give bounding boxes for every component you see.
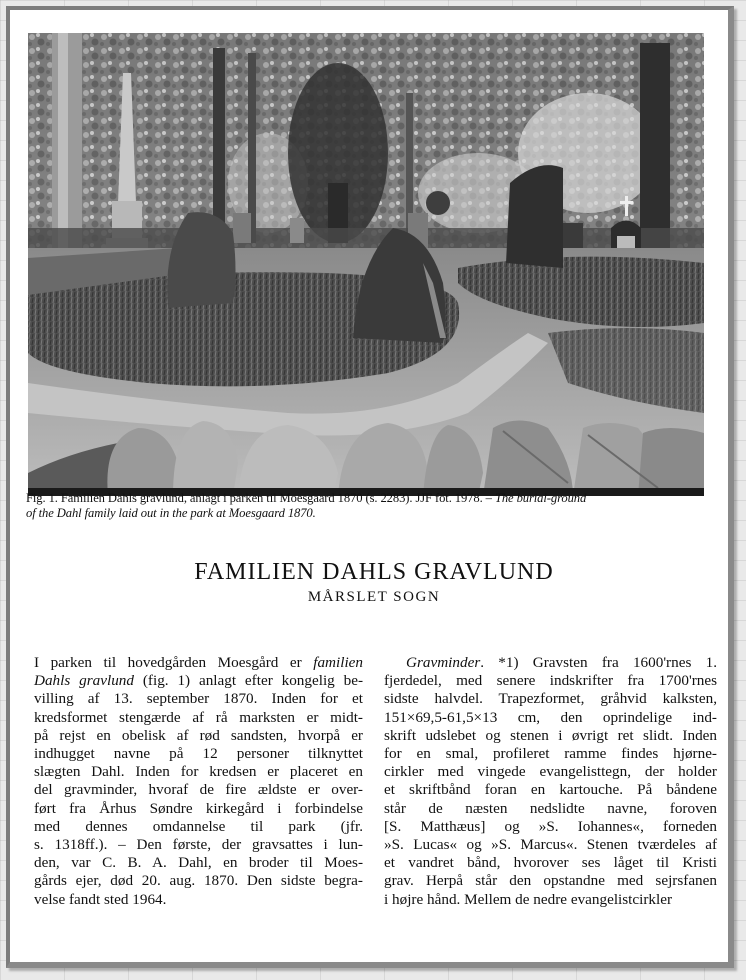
italic-term: Gravminder bbox=[406, 654, 481, 671]
text-line bbox=[384, 745, 717, 763]
text-line bbox=[34, 672, 363, 690]
article-subtitle: MÅRSLET SOGN bbox=[307, 589, 441, 605]
text-line bbox=[34, 745, 363, 763]
text-line bbox=[384, 872, 717, 890]
text-run: slægten Dahl. Inden for kredsen er placeret en bbox=[34, 763, 363, 781]
text-line bbox=[34, 727, 363, 745]
text-line bbox=[34, 836, 363, 854]
text-run: cirkler med vingede evangelisttegn, der holder bbox=[384, 763, 717, 781]
text-line bbox=[34, 854, 363, 872]
text-line bbox=[384, 854, 717, 872]
text-line bbox=[34, 891, 363, 909]
text-run: står de næsten nedslidte navne, foroven bbox=[384, 799, 717, 817]
text-line bbox=[384, 836, 717, 854]
text-run: sidste halvdel. Trapezformet, gråhvid kalksten, bbox=[384, 690, 717, 708]
text-run: . *1) Gravsten fra 1600'rnes 1. bbox=[480, 654, 717, 671]
text-run: del gravminder, hvoraf de fire ældste er over- bbox=[34, 781, 363, 799]
text-line bbox=[384, 727, 717, 745]
caption-english-start: The burial-ground bbox=[494, 491, 587, 505]
text-run: et vandret bånd, hvorover ses låget til Kristi bbox=[384, 854, 717, 872]
text-run: velse fandt sted 1964. bbox=[34, 890, 167, 908]
text-run: I parken til hovedgården Moesgård er bbox=[34, 654, 314, 671]
italic-term: familien bbox=[313, 654, 363, 671]
italic-term: Dahls gravlund bbox=[34, 672, 134, 690]
figure-caption bbox=[26, 491, 716, 521]
figure-label: Fig. 1. bbox=[26, 491, 58, 505]
text-line bbox=[34, 654, 363, 672]
text-line bbox=[384, 781, 717, 799]
text-run: et skriftbånd foran en kartouche. På båndene bbox=[384, 781, 717, 799]
text-run: fjerdedel, med senere indskrifter fra 1700'rnes bbox=[384, 672, 717, 690]
text-run: gårds ejer, død 20. aug. 1870. Den sidste begra- bbox=[34, 872, 363, 890]
text-run: skrift udslebet og stenen i øvrigt ret slidt. Inden bbox=[384, 726, 717, 744]
text-run: kredsformet stengærde af rå marksten er midt- bbox=[34, 708, 363, 726]
text-line bbox=[34, 690, 363, 708]
text-run: 151×69,5-61,5×13 cm, den oprindelige ind- bbox=[384, 708, 717, 726]
text-run: på rejst en obelisk af rød sandsten, hvorpå er bbox=[34, 726, 363, 744]
graveyard-photograph bbox=[28, 33, 704, 496]
article-title-text: FAMILIEN DAHLS GRAVLUND bbox=[194, 559, 554, 585]
text-run: (fig. 1) anlagt efter kongelig be- bbox=[134, 672, 364, 690]
text-run: ført fra Århus Søndre kirkegård i forbindelse bbox=[34, 799, 363, 817]
text-run: med dennes omdannelse til park (jfr. bbox=[34, 817, 363, 835]
text-line bbox=[384, 891, 717, 909]
text-line bbox=[384, 818, 717, 836]
text-line bbox=[384, 763, 717, 781]
text-line bbox=[34, 872, 363, 890]
caption-english-end: of the Dahl family laid out in the park at Moesgaard 1870. bbox=[26, 506, 316, 520]
text-line bbox=[34, 800, 363, 818]
article-title bbox=[10, 559, 738, 586]
text-run: grav. Herpå står den opstandne med sejrsfanen bbox=[384, 872, 717, 890]
text-line bbox=[34, 763, 363, 781]
text-run: for en smal, profileret ramme findes hjørne- bbox=[384, 745, 717, 763]
text-line bbox=[34, 781, 363, 799]
left-column bbox=[34, 654, 363, 909]
document-page bbox=[6, 6, 734, 968]
right-column bbox=[384, 654, 717, 909]
text-run: i højre hånd. Mellem de nedre evangelistcirkler bbox=[384, 890, 673, 908]
text-run: indhugget navne på 12 personer tilknyttet bbox=[34, 745, 363, 763]
text-line bbox=[34, 709, 363, 727]
caption-danish: Familien Dahls gravlund, anlagt i parken til Moesgaard 1870 (s. 2283). JJF fot. 1978. – bbox=[60, 491, 492, 505]
text-line bbox=[384, 672, 717, 690]
text-run: s. 1318ff.). – Den første, der gravsattes i lun- bbox=[34, 836, 363, 854]
text-line bbox=[384, 690, 717, 708]
text-run: den, var C. B. A. Dahl, en broder til Moes- bbox=[34, 854, 363, 872]
text-line bbox=[384, 709, 717, 727]
text-line bbox=[384, 800, 717, 818]
figure-photo bbox=[28, 33, 704, 496]
text-line bbox=[384, 654, 717, 672]
text-run: »S. Lucas« og »S. Marcus«. Stenen tværdeles af bbox=[384, 836, 717, 854]
text-run: [S. Matthæus] og »S. Iohannes«, forneden bbox=[384, 817, 717, 835]
text-run: villing af 13. september 1870. Inden for et bbox=[34, 690, 363, 708]
text-line bbox=[34, 818, 363, 836]
